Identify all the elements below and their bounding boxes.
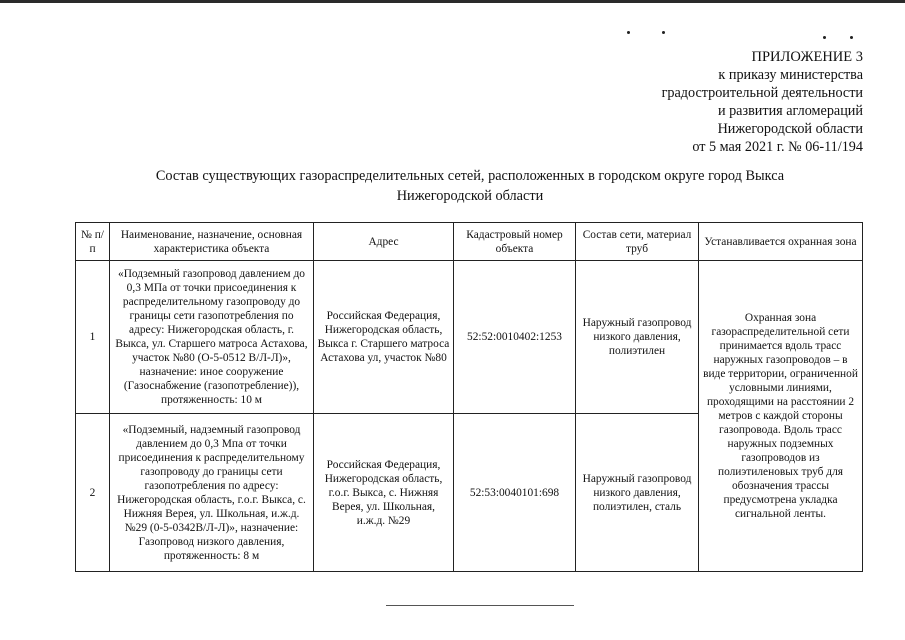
scan-speck — [662, 31, 665, 34]
document-title — [120, 166, 820, 206]
header-num: № п/п — [76, 223, 110, 261]
title-line: Состав существующих газораспределительных сетей, расположенных в городском округе город Выкса — [155, 168, 785, 184]
row-name: «Подземный газопровод давлением до 0,3 МПа от точки присоединения к распределительному газопроводу до границы сети газопотребления по адресу: Нижегородская область, г. Выкса, ул. Старшего матроса Астахова, участок №80 (О-5-0512 В/Л-Л)», назначение: иное сооружение (Газоснабжение (газопотребление)), протяженность: 10 м — [110, 261, 314, 414]
appendix-line: Нижегородской области — [717, 121, 863, 137]
header-network: Состав сети, материал труб — [576, 223, 699, 261]
gas-network-table — [75, 222, 863, 572]
row-num: 2 — [76, 414, 110, 572]
row-cadastral: 52:52:0010402:1253 — [454, 261, 576, 414]
title-line: Нижегородской области — [396, 188, 544, 204]
scan-speck — [850, 36, 853, 39]
appendix-line: к приказу министерства — [718, 67, 863, 83]
row-address: Российская Федерация, Нижегородская область, Выкса г. Старшего матроса Астахова ул, участок №80 — [314, 261, 454, 414]
top-scan-border — [0, 0, 905, 3]
appendix-block — [662, 48, 863, 156]
appendix-line: градостроительной деятельности — [661, 85, 863, 101]
header-zone: Устанавливается охранная зона — [699, 223, 863, 261]
header-address: Адрес — [314, 223, 454, 261]
table-row — [76, 261, 863, 414]
footer-separator — [386, 605, 574, 606]
appendix-heading: ПРИЛОЖЕНИЕ 3 — [751, 49, 863, 65]
row-cadastral: 52:53:0040101:698 — [454, 414, 576, 572]
table-header-row — [76, 223, 863, 261]
scan-speck — [823, 36, 826, 39]
appendix-order-date: от 5 мая 2021 г. № 06-11/194 — [692, 139, 863, 155]
protection-zone-cell: Охранная зона газораспределительной сети принимается вдоль трасс наружных газопроводов – в виде территории, ограниченной условными линиями, проходящими на расстоянии 2 метров с каждой стороны газопровода. Вдоль трасс наружных подземных газопроводов из полиэтиленовых труб для обозначения трассы предусмотрена укладка сигнальной ленты. — [699, 261, 863, 572]
row-num: 1 — [76, 261, 110, 414]
row-address: Российская Федерация, Нижегородская область, г.о.г. Выкса, с. Нижняя Верея, ул. Школьная, и.ж.д. №29 — [314, 414, 454, 572]
row-name: «Подземный, надземный газопровод давлением до 0,3 Мпа от точки присоединения к распределительному газопроводу до границы сети газопотребления по адресу: Нижегородская область, г.о.г. Выкса, с. Нижняя Верея, ул. Школьная, и.ж.д. №29 (0-5-0342В/Л-Л)», назначение: Газопровод низкого давления, протяженность: 8 м — [110, 414, 314, 572]
row-network: Наружный газопровод низкого давления, полиэтилен — [576, 261, 699, 414]
header-name: Наименование, назначение, основная характеристика объекта — [110, 223, 314, 261]
appendix-line: и развития агломераций — [717, 103, 863, 119]
row-network: Наружный газопровод низкого давления, полиэтилен, сталь — [576, 414, 699, 572]
scan-speck — [627, 31, 630, 34]
header-cadastral: Кадастровый номер объекта — [454, 223, 576, 261]
